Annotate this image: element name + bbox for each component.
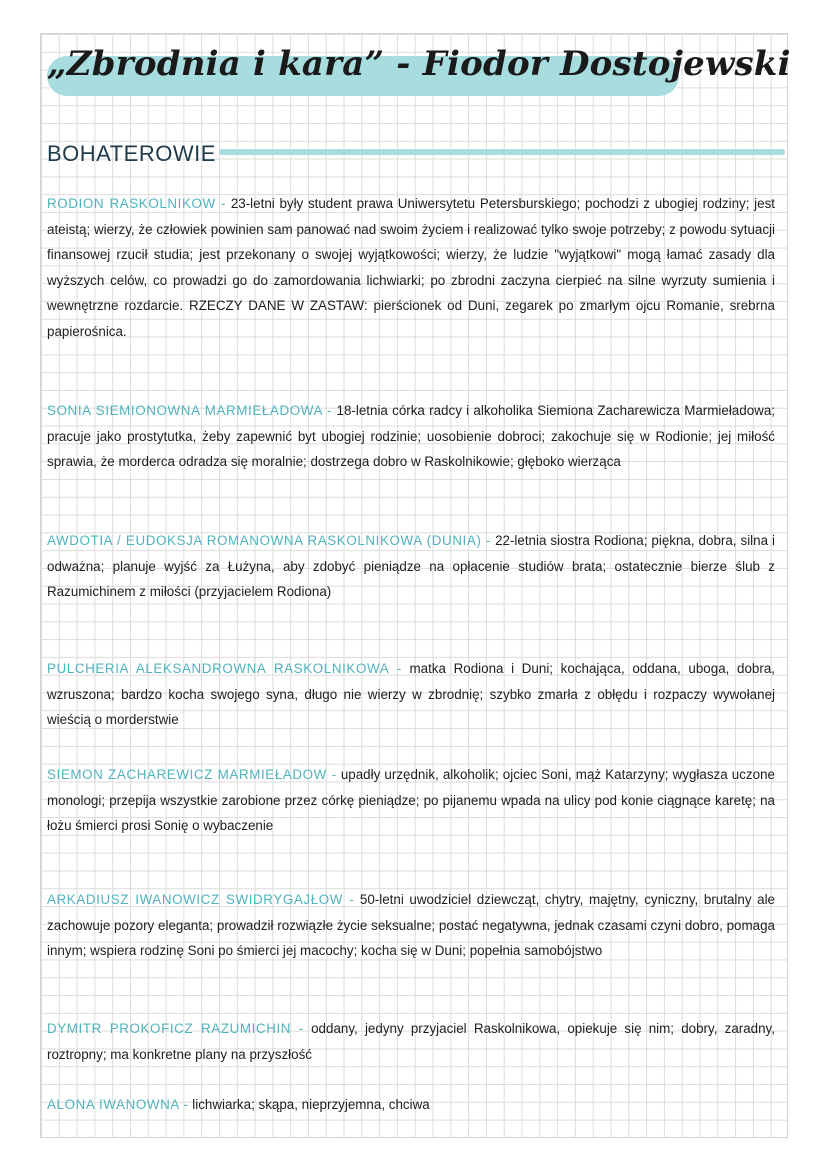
character-entry — [47, 398, 775, 475]
character-name: ARKADIUSZ IWANOWICZ SWIDRYGAJŁOW - — [47, 892, 355, 907]
character-entry — [47, 1016, 775, 1067]
character-name: SIEMON ZACHAREWICZ MARMIEŁADOW - — [47, 767, 337, 782]
title-block — [47, 44, 791, 84]
character-description: 22-letnia siostra Rodiona; piękna, dobra, silna i odważna; planuje wyjść za Łużyna, aby zdobyć pieniądze na opłacenie studiów brata; ostatecznie bierze ślub z Razumichinem z miłości (przyjacielem Rodiona) — [47, 533, 775, 599]
character-entry — [47, 528, 775, 605]
section-heading: BOHATEROWIE — [47, 141, 216, 166]
character-description: 50-letni uwodziciel dziewcząt, chytry, majętny, cyniczny, brutalny ale zachowuje pozory eleganta; prowadził rozwiązłe życie seksualne; postać negatywna, jednak czasami czyni dobro, pomaga innym; wspiera rodzinę Soni po śmierci jej macochy; kocha się w Duni; popełnia samobójstwo — [47, 892, 775, 958]
page-title: „Zbrodnia i kara” - Fiodor Dostojewski — [47, 44, 791, 84]
character-entry — [47, 191, 775, 344]
notebook-page — [40, 33, 791, 1138]
character-name: AWDOTIA / EUDOKSJA ROMANOWNA RASKOLNIKOWA (DUNIA) - — [47, 533, 492, 548]
character-entry — [47, 1092, 775, 1118]
character-name: DYMITR PROKOFICZ RAZUMICHIN - — [47, 1021, 304, 1036]
character-description: 23-letni były student prawa Uniwersytetu Petersburskiego; pochodzi z ubogiej rodziny; jest ateistą; wierzy, że człowiek powinien sam panować nad swoim życiem i realizować tylko swoje potrzeby; z powodu sytuacji finansowej rzucił studia; jest przekonany o swojej wyjątkowości; wierzy, że ludzie "wyjątkowi" mogą łamać zasady dla wyższych celów, co prowadzi go do zamordowania lichwiarki; po zbrodni zaczyna cierpieć na silne wyrzuty sumienia i wewnętrzne rozdarcie. RZECZY DANE W ZASTAW: pierścionek od Duni, zegarek po zmarłym ojcu Romanie, srebrna papierośnica. — [47, 196, 775, 339]
character-name: ALONA IWANOWNA - — [47, 1097, 189, 1112]
character-description: lichwiarka; skąpa, nieprzyjemna, chciwa — [192, 1097, 430, 1112]
character-name: SONIA SIEMIONOWNA MARMIEŁADOWA - — [47, 403, 333, 418]
character-entry — [47, 762, 775, 839]
character-description: upadły urzędnik, alkoholik; ojciec Soni, mąż Katarzyny; wygłasza uczone monologi; przepija wszystkie zarobione przez córkę pieniądze; po pijanemu wpada na ulicy pod konie ciągnące karetę; na łożu śmierci prosi Sonię o wybaczenie — [47, 767, 775, 833]
character-description: oddany, jedyny przyjaciel Raskolnikowa, opiekuje się nim; dobry, zaradny, roztropny; ma konkretne plany na przyszłość — [47, 1021, 775, 1062]
character-name: RODION RASKOLNIKOW - — [47, 196, 227, 211]
section-underline — [219, 149, 785, 155]
character-entry — [47, 656, 775, 733]
character-description: matka Rodiona i Duni; kochająca, oddana, uboga, dobra, wzruszona; bardzo kocha swojego syna, długo nie wierzy w zbrodnię; szybko zmarła z obłędu i rozpaczy wywołanej wieścią o morderstwie — [47, 661, 775, 727]
character-entry — [47, 887, 775, 964]
character-description: 18-letnia córka radcy i alkoholika Siemiona Zacharewicza Marmieładowa; pracuje jako prostytutka, żeby zapewnić byt ubogiej rodzinie; uosobienie dobroci; zakochuje się w Rodionie; jej miłość sprawia, że morderca odradza się moralnie; dostrzega dobro w Raskolnikowie; głęboko wierząca — [47, 403, 775, 469]
character-name: PULCHERIA ALEKSANDROWNA RASKOLNIKOWA - — [47, 661, 402, 676]
